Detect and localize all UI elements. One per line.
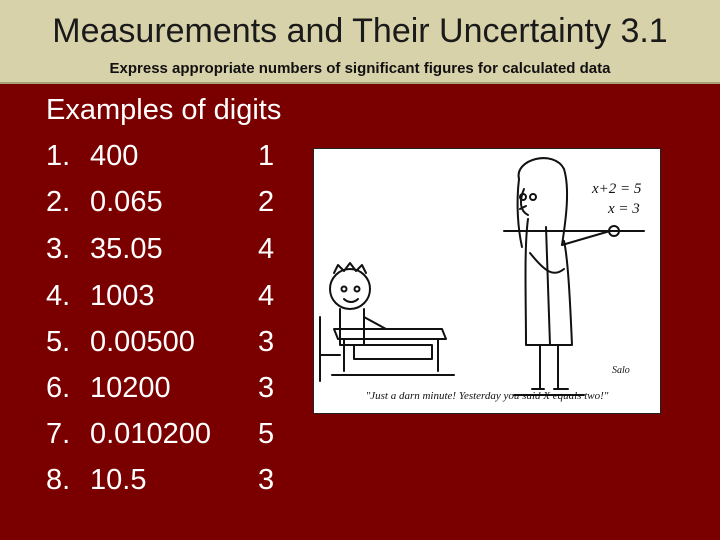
item-number: 5. <box>46 326 71 358</box>
item-number: 7. <box>46 418 71 450</box>
cartoon-drawing <box>314 149 660 413</box>
item-value: 35.05 <box>90 233 163 265</box>
slide-header <box>0 0 720 84</box>
cartoon-image <box>313 148 661 414</box>
item-number: 1. <box>46 140 71 172</box>
item-number: 8. <box>46 464 71 496</box>
item-value: 0.065 <box>90 186 163 218</box>
item-value: 10200 <box>90 372 171 404</box>
item-sig-figs: 5 <box>258 418 275 450</box>
board-equation-1: x+2 = 5 <box>592 181 642 197</box>
slide-subtitle: Express appropriate numbers of significant figures for calculated data <box>109 60 611 77</box>
board-equation-2: x = 3 <box>608 201 640 217</box>
item-value: 0.010200 <box>90 418 211 450</box>
item-value: 400 <box>90 140 139 172</box>
examples-heading: Examples of digits <box>46 94 282 126</box>
item-number: 3. <box>46 233 71 265</box>
item-number: 2. <box>46 186 71 218</box>
item-number: 6. <box>46 372 71 404</box>
cartoon-signature: Salo <box>612 365 630 376</box>
item-value: 10.5 <box>90 464 147 496</box>
item-sig-figs: 4 <box>258 233 275 265</box>
item-value: 0.00500 <box>90 326 195 358</box>
item-sig-figs: 3 <box>258 464 275 496</box>
item-sig-figs: 1 <box>258 140 275 172</box>
cartoon-caption: "Just a darn minute! Yesterday you said X equals two!" <box>365 390 609 402</box>
item-sig-figs: 2 <box>258 186 275 218</box>
item-sig-figs: 4 <box>258 280 275 312</box>
item-number: 4. <box>46 280 71 312</box>
item-sig-figs: 3 <box>258 326 275 358</box>
item-sig-figs: 3 <box>258 372 275 404</box>
slide-title: Measurements and Their Uncertainty 3.1 <box>52 12 668 50</box>
item-value: 1003 <box>90 280 155 312</box>
